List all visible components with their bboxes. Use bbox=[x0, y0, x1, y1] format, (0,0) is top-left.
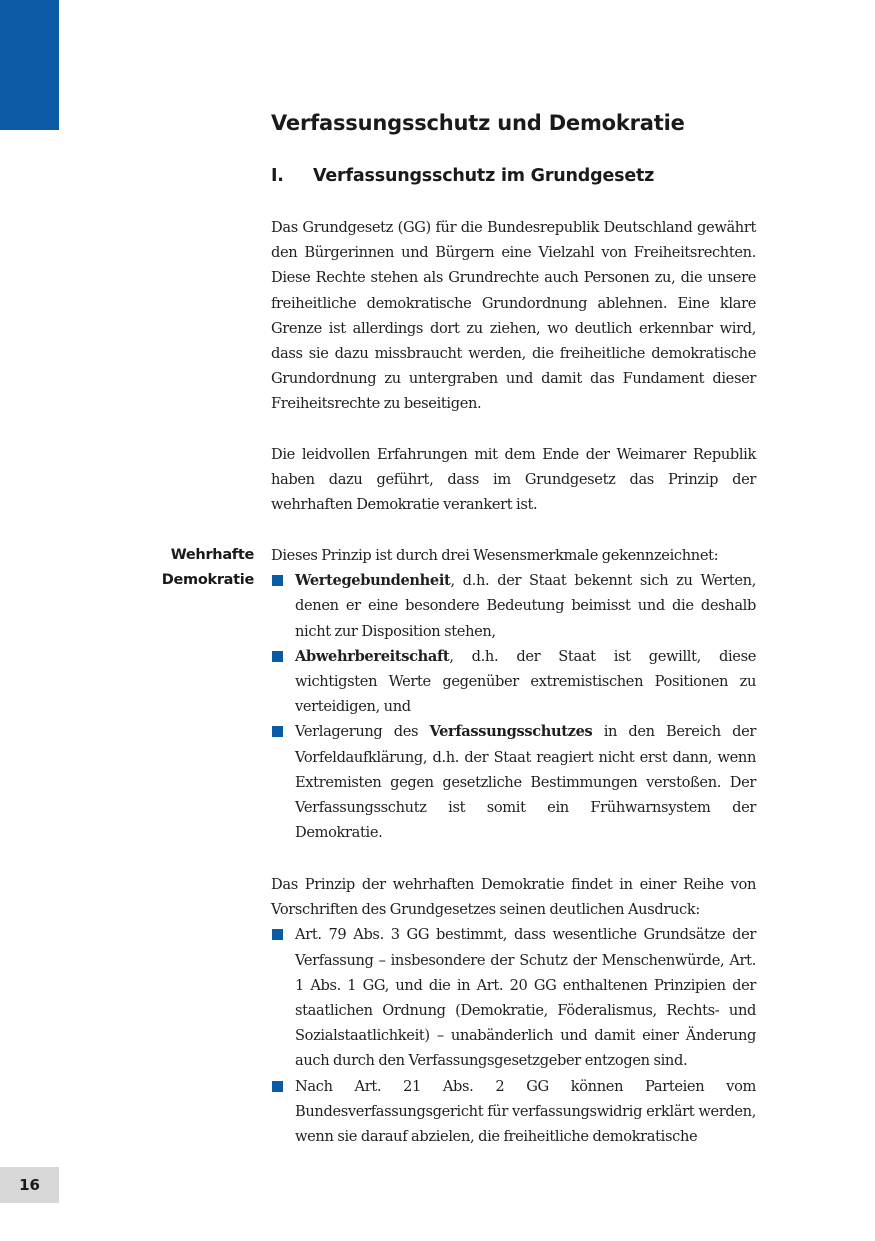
features-block bbox=[271, 543, 756, 845]
provisions-list bbox=[271, 922, 756, 1149]
list-item: Abwehrbereitschaft, d.h. der Staat ist gewillt, diese wichtigsten Werte gegenüber extremistischen Positionen zu verteidigen, und bbox=[271, 644, 756, 720]
margin-note bbox=[120, 543, 254, 593]
section-number: I. bbox=[271, 166, 284, 186]
margin-note-line-1: Wehrhafte bbox=[170, 547, 254, 563]
square-bullet-icon bbox=[272, 651, 283, 662]
square-bullet-icon bbox=[272, 726, 283, 737]
provisions-block bbox=[271, 872, 756, 1149]
square-bullet-icon bbox=[272, 929, 283, 940]
margin-note-line-2: Demokratie bbox=[161, 572, 254, 589]
feature-term: Wertegebundenheit bbox=[295, 572, 451, 590]
list-item: Wertegebundenheit, d.h. der Staat bekennt sich zu Werten, denen er eine besondere Bedeutung beimisst und die deshalb nicht zur Disposition stehen, bbox=[271, 568, 756, 644]
feature-term: Abwehrbereitschaft bbox=[295, 647, 450, 665]
list-item: Art. 79 Abs. 3 GG bestimmt, dass wesentliche Grundsätze der Verfassung – insbesondere der Schutz der Menschenwürde, Art. 1 Abs. 1 GG, und die in Art. 20 GG enthaltenen Prinzipien der staatlichen Ordnung (Demokratie, Föderalismus, Rechts- und Sozialstaatlichkeit) – unabänderlich und damit einer Änderung auch durch den Verfassungsgesetzgeber entzogen sind. bbox=[271, 922, 756, 1073]
paragraph-1: Das Grundgesetz (GG) für die Bundesrepublik Deutschland gewährt den Bürgerinnen und Bürgern eine Vielzahl von Freiheitsrechten. Diese Rechte stehen als Grundrechte auch Personen zu, die unsere freiheitliche demokratische Grundordnung ablehnen. Eine klare Grenze ist allerdings dort zu ziehen, wo deutlich erkennbar wird, dass sie dazu missbraucht werden, die freiheitliche demokratische Grundordnung zu untergraben und damit das Fundament dieser Freiheitsrechte zu beseitigen. bbox=[271, 219, 756, 413]
features-list bbox=[271, 568, 756, 845]
page-number: 16 bbox=[0, 1167, 59, 1203]
feature-term: Verfassungsschutzes bbox=[429, 723, 593, 741]
square-bullet-icon bbox=[272, 575, 283, 586]
paragraph-2: Die leidvollen Erfahrungen mit dem Ende der Weimarer Republik haben dazu geführt, dass im Grundgesetz das Prinzip der wehrhaften Demokratie verankert ist. bbox=[271, 446, 756, 514]
chapter-color-tab bbox=[0, 0, 59, 130]
list-item: Verlagerung des Verfassungsschutzes in den Bereich der Vorfeldaufklärung, d.h. der Staat reagiert nicht erst dann, wenn Extremisten gegen gesetzliche Bestimmungen verstoßen. Der Verfassungsschutz ist somit ein Frühwarnsystem der Demokratie. bbox=[271, 719, 756, 845]
square-bullet-icon bbox=[272, 1081, 283, 1092]
list-item: Nach Art. 21 Abs. 2 GG können Parteien vom Bundesverfassungsgericht für verfassungswidrig erklärt werden, wenn sie darauf abzielen, die freiheitliche demokratische bbox=[271, 1074, 756, 1150]
features-intro: Dieses Prinzip ist durch drei Wesensmerkmale gekennzeichnet: bbox=[271, 547, 719, 564]
section-title: Verfassungsschutz im Grundgesetz bbox=[313, 166, 655, 186]
section-heading bbox=[271, 166, 756, 186]
page-heading: Verfassungsschutz und Demokratie bbox=[271, 111, 685, 135]
provisions-intro: Das Prinzip der wehrhaften Demokratie findet in einer Reihe von Vorschriften des Grundgesetzes seinen deutlichen Ausdruck: bbox=[271, 876, 756, 919]
